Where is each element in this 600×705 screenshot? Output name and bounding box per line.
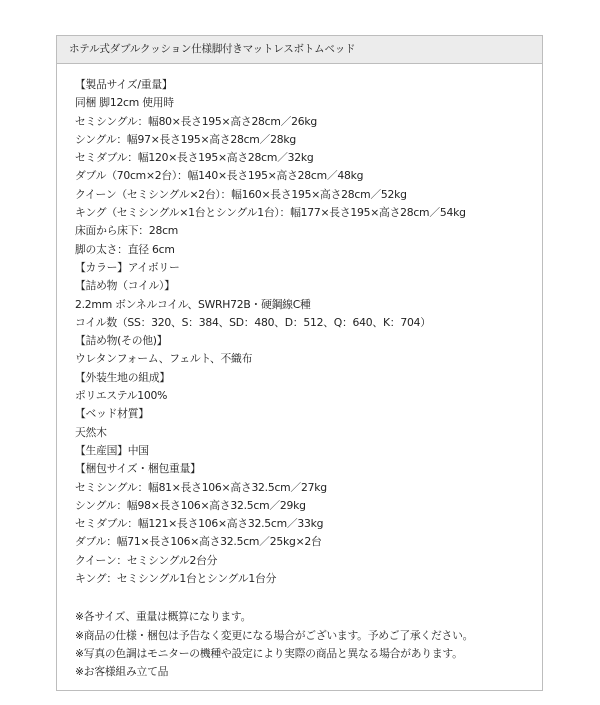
spec-line: ポリエステル100% (75, 389, 168, 403)
spec-line: 同梱 脚12cm 使用時 (75, 96, 174, 110)
product-title: ホテル式ダブルクッション仕様脚付きマットレスボトムベッド (57, 36, 542, 64)
spec-line: セミシングル：幅81×長さ106×高さ32.5cm／27kg (75, 480, 327, 494)
note-line: ※写真の色調はモニターの機種や設定により実際の商品と異なる場合があります。 (75, 646, 463, 660)
spec-line: セミダブル：幅121×長さ106×高さ32.5cm／33kg (75, 517, 324, 531)
spec-line: シングル：幅98×長さ106×高さ32.5cm／29kg (75, 498, 306, 512)
spec-line: 【外装生地の組成】 (75, 370, 170, 384)
spec-line: 【製品サイズ/重量】 (75, 78, 173, 91)
spec-line: 【カラー】アイボリー (75, 260, 180, 274)
spec-line: 【梱包サイズ・梱包重量】 (75, 462, 201, 476)
spec-line: ダブル（70cm×2台）：幅140×長さ195×高さ28cm／48kg (75, 169, 364, 183)
spec-line: 床面から床下：28cm (75, 224, 179, 238)
note-line: ※商品の仕様・梱包は予告なく変更になる場合がございます。予めご了承ください。 (75, 628, 474, 642)
spec-line: キング：セミシングル1台とシングル1台分 (75, 572, 277, 586)
notes-block (75, 608, 542, 681)
spec-line: 天然木 (75, 425, 107, 439)
note-line: ※各サイズ、重量は概算になります。 (75, 610, 252, 624)
spec-line: クイーン（セミシングル×2台）：幅160×長さ195×高さ28cm／52kg (75, 187, 407, 201)
spec-line: コイル数（SS：320、S：384、SD：480、D：512、Q：640、K：704） (75, 315, 431, 329)
spec-line: クイーン：セミシングル2台分 (75, 553, 218, 567)
spec-line: 【ベッド材質】 (75, 407, 149, 421)
spec-line: キング（セミシングル×1台とシングル1台）：幅177×長さ195×高さ28cm／54kg (75, 206, 466, 220)
spec-line: セミシングル：幅80×長さ195×高さ28cm／26kg (75, 114, 318, 128)
spec-line: セミダブル：幅120×長さ195×高さ28cm／32kg (75, 151, 314, 165)
note-line: ※お客様組み立て品 (75, 665, 169, 679)
spec-line: 【詰め物(その他)】 (75, 334, 168, 348)
spec-line: 2.2mm ボンネルコイル、SWRH72B・硬鋼線C種 (75, 297, 311, 311)
spec-line: ウレタンフォーム、フェルト、不織布 (75, 352, 253, 366)
spec-sheet (56, 35, 543, 691)
spec-line: 脚の太さ：直径 6cm (75, 242, 175, 256)
spec-body (57, 64, 542, 682)
spec-line: 【詰め物（コイル）】 (75, 279, 175, 293)
spec-line: ダブル：幅71×長さ106×高さ32.5cm／25kg×2台 (75, 535, 322, 549)
spec-line: 【生産国】中国 (75, 443, 149, 457)
spec-line: シングル：幅97×長さ195×高さ28cm／28kg (75, 132, 296, 146)
